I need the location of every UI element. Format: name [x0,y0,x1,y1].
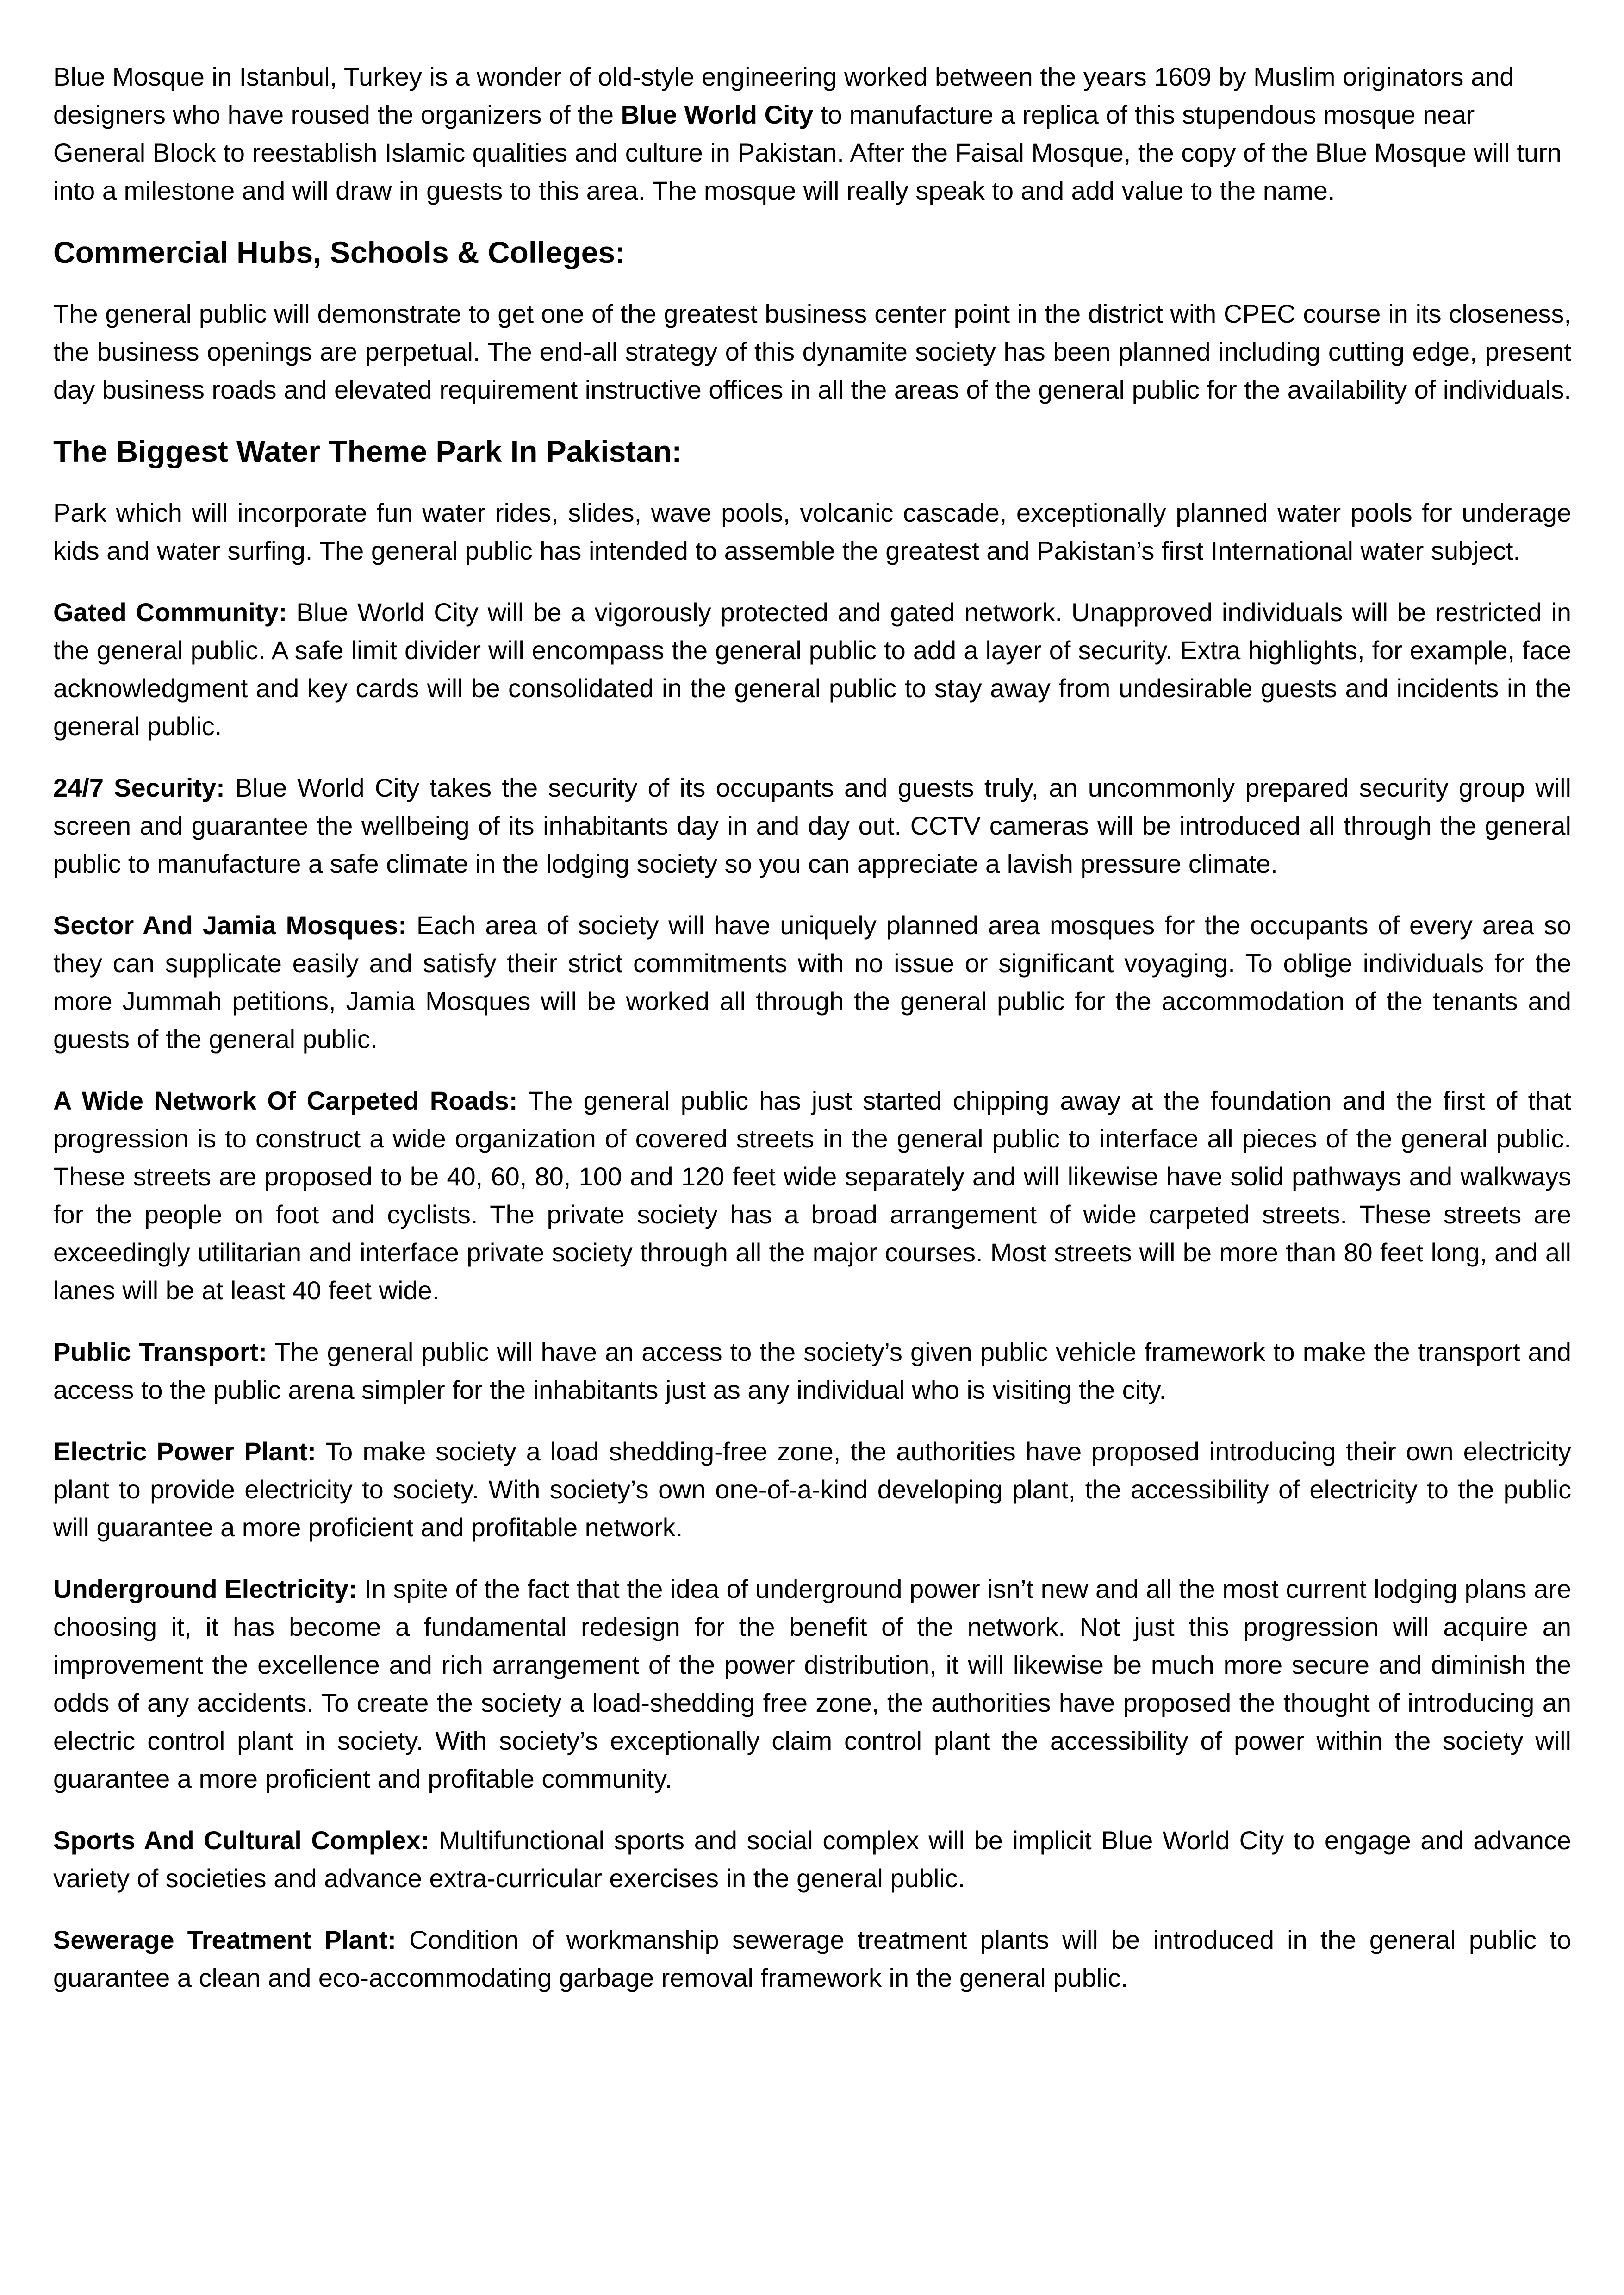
feature-text: Blue World City takes the security of its occupants and guests truly, an uncommonly prepared security group will screen and guarantee the wellbeing of its inhabitants day in and day out. CCTV cameras will be introduced all through the general public to manufacture a safe climate in the lodging society so you can appreciate a lavish pressure climate. [53,773,1571,878]
section-heading-commercial-hubs: Commercial Hubs, Schools & Colleges: [53,235,625,269]
feature-label: A Wide Network Of Carpeted Roads: [53,1086,518,1115]
feature-label: Gated Community: [53,598,287,627]
section-body-water-theme-park: Park which will incorporate fun water rides, slides, wave pools, volcanic cascade, exceptionally planned water pools for underage kids and water surfing. The general public has intended to assemble the greatest and Pakistan’s first International water subject. [53,498,1571,565]
feature-label: 24/7 Security: [53,773,225,802]
feature-security [53,769,1571,883]
feature-text: The general public has just started chipping away at the foundation and the first of that progression is to construct a wide organization of covered streets in the general public to interface all pieces of the general public. These streets are proposed to be 40, 60, 80, 100 and 120 feet wide separately and will likewise have solid pathways and walkways for the people on foot and cyclists. The private society has a broad arrangement of wide carpeted streets. These streets are exceedingly utilitarian and interface private society through all the major courses. Most streets will be more than 80 feet long, and all lanes will be at least 40 feet wide. [53,1086,1571,1305]
feature-text: The general public will have an access to the society’s given public vehicle framework to make the transport and access to the public arena simpler for the inhabitants just as any individual who is visiting the city. [53,1337,1571,1404]
section-heading-water-theme-park: The Biggest Water Theme Park In Pakistan: [53,434,682,468]
feature-text: In spite of the fact that the idea of underground power isn’t new and all the most current lodging plans are choosing it, it has become a fundamental redesign for the benefit of the network. Not just this progression will acquire an improvement the excellence and rich arrangement of the power distribution, it will likewise be much more secure and diminish the odds of any accidents. To create the society a load-shedding free zone, the authorities have proposed the thought of introducing an electric control plant in society. With society’s exceptionally claim control plant the accessibility of power within the society will guarantee a more proficient and profitable community. [53,1574,1572,1793]
intro-paragraph [53,58,1571,210]
feature-label: Electric Power Plant: [53,1437,317,1466]
section-body-commercial-hubs: The general public will demonstrate to get one of the greatest business center point in the district with CPEC course in its closeness, the business openings are perpetual. The end-all strategy of this dynamite society has been planned including cutting edge, present day business roads and elevated requirement instructive offices in all the areas of the general public for the availability of individuals. [53,299,1571,404]
feature-label: Sports And Cultural Complex: [53,1826,429,1855]
feature-mosques [53,906,1571,1058]
feature-label: Underground Electricity: [53,1574,357,1603]
intro-text-after: to manufacture a replica of this stupendous mosque near General Block to reestablish Islamic qualities and culture in Pakistan. After the Faisal Mosque, the copy of the Blue Mosque will turn into a milestone and will draw in guests to this area. The mosque will really speak to and add value to the name. [53,100,1562,205]
intro-text-before: Blue Mosque in Istanbul, Turkey is a wonder of old-style engineering worked between the years 1609 by Muslim originators and designers who have roused the organizers of the [53,62,1514,129]
feature-gated-community [53,593,1571,745]
feature-underground-electricity [53,1570,1571,1798]
feature-label: Sector And Jamia Mosques: [53,911,407,940]
feature-text: To make society a load shedding-free zone, the authorities have proposed introducing their own electricity plant to provide electricity to society. With society’s own one-of-a-kind developing plant, the accessibility of electricity to the public will guarantee a more proficient and profitable network. [53,1437,1572,1542]
intro-bold-brand: Blue World City [621,100,814,129]
feature-text: Blue World City will be a vigorously protected and gated network. Unapproved individuals will be restricted in the general public. A safe limit divider will encompass the general public to add a layer of security. Extra highlights, for example, face acknowledgment and key cards will be consolidated in the general public to stay away from undesirable guests and incidents in the general public. [53,598,1571,741]
feature-text: Each area of society will have uniquely planned area mosques for the occupants of every area so they can supplicate easily and satisfy their strict commitments with no issue or significant voyaging. To oblige individuals for the more Jummah petitions, Jamia Mosques will be worked all through the general public for the accommodation of the tenants and guests of the general public. [53,911,1571,1054]
feature-label: Public Transport: [53,1337,267,1366]
feature-carpeted-roads [53,1082,1571,1310]
feature-label: Sewerage Treatment Plant: [53,1925,396,1954]
feature-sewerage-plant [53,1921,1571,1997]
feature-text: Multifunctional sports and social complex will be implicit Blue World City to engage and advance variety of societies and advance extra-curricular exercises in the general public. [53,1826,1572,1893]
document-page [53,58,1571,2021]
feature-sports-complex [53,1821,1571,1897]
feature-public-transport [53,1333,1571,1409]
feature-text: Condition of workmanship sewerage treatment plants will be introduced in the general public to guarantee a clean and eco-accommodating garbage removal framework in the general public. [53,1925,1571,1992]
feature-electric-power-plant [53,1433,1571,1547]
